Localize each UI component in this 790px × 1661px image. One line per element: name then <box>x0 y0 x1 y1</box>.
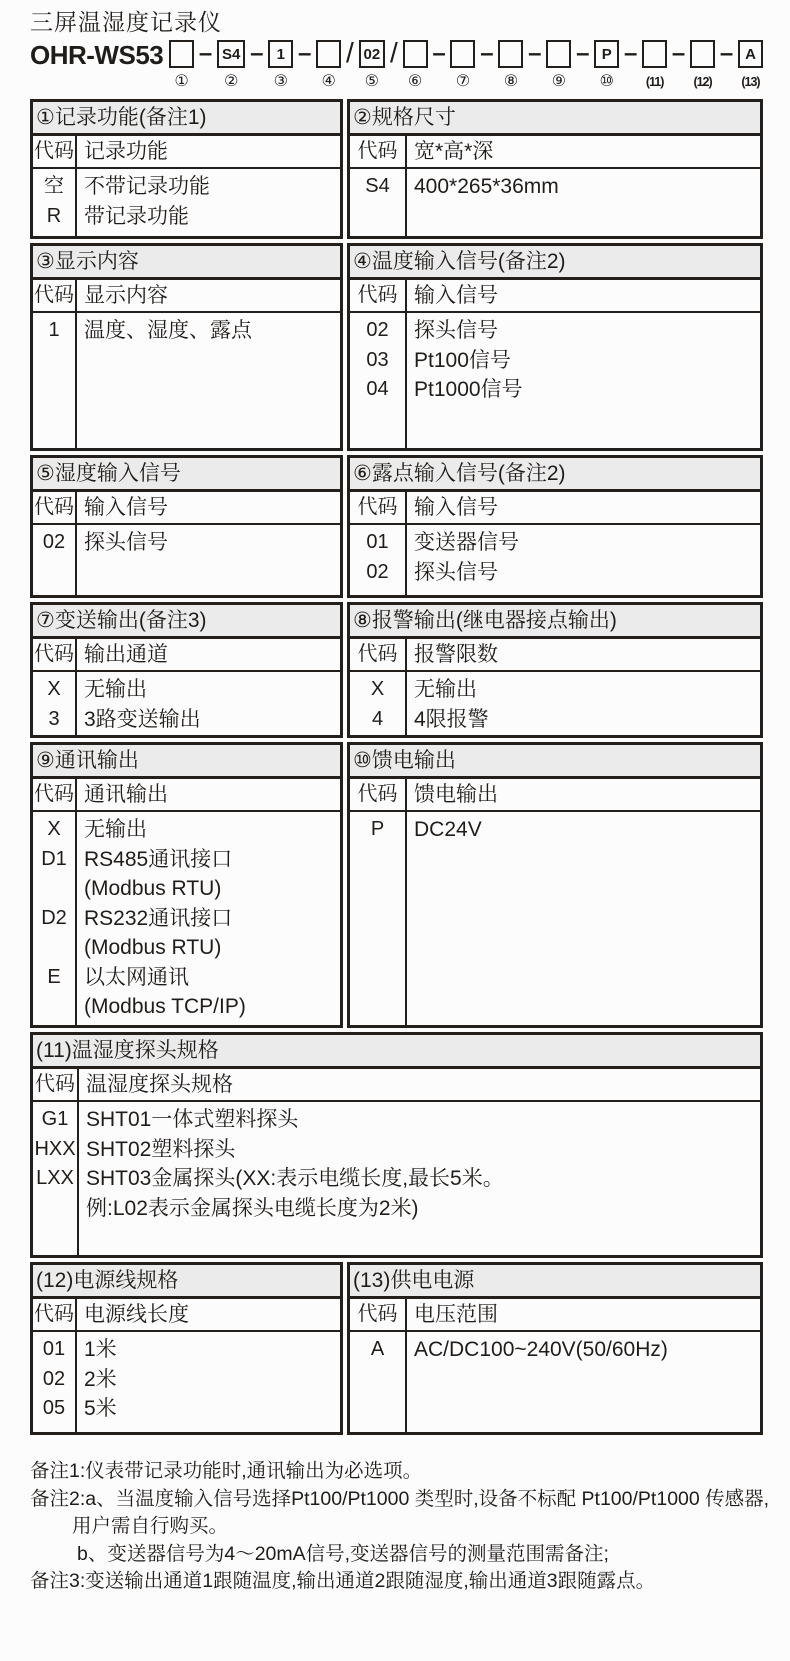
col-header-desc: 宽*高*深 <box>414 140 494 163</box>
table-row <box>33 1332 340 1365</box>
model-position-3 <box>268 40 293 91</box>
desc-line: (Modbus RTU) <box>84 936 222 959</box>
code-box-9 <box>546 40 571 68</box>
col-header-desc: 报警限数 <box>414 643 498 666</box>
table-body-1-record-function <box>33 136 340 236</box>
desc-line: 5米 <box>84 1397 117 1420</box>
position-number-3: ③ <box>273 73 288 90</box>
section-row <box>30 602 763 738</box>
model-separator: – <box>624 40 638 67</box>
col-header-code: 代码 <box>350 639 407 670</box>
cell-desc <box>79 1135 760 1165</box>
table-filler <box>33 1424 340 1433</box>
table-filler <box>33 558 340 596</box>
table-row <box>33 1164 760 1223</box>
model-separator: – <box>198 40 213 67</box>
table-row <box>33 812 340 845</box>
table-body-5-humidity-input <box>33 492 340 595</box>
cell-desc <box>79 1164 760 1223</box>
table-header-row <box>33 1299 340 1332</box>
model-separator: – <box>250 40 264 67</box>
model-separator: – <box>432 40 446 67</box>
cell-desc <box>77 812 340 845</box>
model-separator: – <box>298 40 312 67</box>
desc-line: DC24V <box>414 818 482 841</box>
table-title-1-record-function: ①记录功能(备注1) <box>33 102 340 136</box>
col-header-code: 代码 <box>33 136 77 167</box>
position-number-9: ⑨ <box>551 73 566 90</box>
col-header-desc: 显示内容 <box>84 284 168 307</box>
model-position-9 <box>546 40 571 91</box>
col-header-desc: 电源线长度 <box>84 1303 189 1326</box>
table-6-dewpoint-input <box>347 455 763 598</box>
table-body-6-dewpoint-input <box>350 492 760 595</box>
cell-code: LXX <box>33 1164 79 1223</box>
cell-code: A <box>350 1332 407 1365</box>
desc-line: 400*265*36mm <box>414 175 559 198</box>
table-header-row <box>350 779 760 812</box>
model-position-6 <box>403 40 428 91</box>
desc-line: 带记录功能 <box>84 204 189 228</box>
model-position-8 <box>498 40 523 91</box>
col-header-desc: 馈电输出 <box>414 783 498 806</box>
col-header-code: 代码 <box>33 280 77 311</box>
section-row <box>30 455 763 598</box>
cell-desc <box>77 1332 340 1365</box>
col-header-desc: 输入信号 <box>84 496 168 519</box>
desc-line: 2米 <box>84 1367 117 1391</box>
col-header-code: 代码 <box>350 280 407 311</box>
table-body-8-alarm-output <box>350 639 760 735</box>
code-box-13: A <box>738 40 763 68</box>
table-header-row <box>33 1069 760 1102</box>
desc-line: 3路变送输出 <box>84 707 201 731</box>
position-number-12: (12) <box>693 75 712 89</box>
table-5-humidity-input <box>30 455 343 598</box>
table-row <box>33 1135 760 1165</box>
model-position-1 <box>169 40 194 91</box>
note-line-4: b、变送器信号为4～20mA信号,变送器信号的测量范围需备注; <box>77 1542 609 1565</box>
desc-line: 1米 <box>84 1338 117 1361</box>
table-row <box>350 313 760 346</box>
table-header-row <box>350 136 760 169</box>
table-body-10-feed-output <box>350 779 760 1025</box>
cell-desc <box>77 169 340 202</box>
table-header-row <box>33 492 340 525</box>
table-row <box>350 705 760 735</box>
table-body-9-comm-output <box>33 779 340 1025</box>
model-separator: – <box>576 40 590 67</box>
table-row <box>350 812 760 845</box>
cell-code: 05 <box>33 1394 77 1424</box>
model-position-12 <box>690 40 715 91</box>
col-header-code: 代码 <box>350 779 407 810</box>
code-box-2: S4 <box>217 40 245 68</box>
cell-code: 02 <box>350 313 407 346</box>
cell-desc <box>407 1332 760 1365</box>
note-line-5: 备注3:变送输出通道1跟随温度,输出通道2跟随湿度,输出通道3跟随露点。 <box>30 1570 656 1592</box>
section-row <box>30 1262 763 1435</box>
table-row <box>33 1102 760 1135</box>
position-number-10: ⑩ <box>599 73 614 90</box>
table-title-3-display-content: ③显示内容 <box>33 246 340 280</box>
position-number-1: ① <box>174 73 189 90</box>
table-body-13-power-supply <box>350 1299 760 1432</box>
table-4-temperature-input <box>347 243 763 451</box>
table-row <box>33 904 340 963</box>
position-number-5: ⑤ <box>364 73 380 90</box>
table-10-feed-output <box>347 742 763 1028</box>
table-row <box>33 202 340 232</box>
table-12-power-cord <box>30 1262 343 1435</box>
table-body-11-probe-spec <box>33 1069 760 1255</box>
col-header-desc: 记录功能 <box>84 140 168 163</box>
table-header-row <box>33 136 340 169</box>
table-header-row <box>33 779 340 812</box>
table-filler <box>350 405 760 449</box>
cell-desc <box>79 1102 760 1135</box>
table-row <box>350 375 760 405</box>
table-row <box>33 845 340 904</box>
cell-code: E <box>33 963 77 1022</box>
table-row <box>33 169 340 202</box>
code-box-11 <box>642 40 667 68</box>
col-header-code: 代码 <box>350 1299 407 1330</box>
table-filler <box>33 231 340 236</box>
cell-code: D1 <box>33 845 77 904</box>
table-row <box>33 705 340 735</box>
note-line-2: 备注2:a、当温度输入信号选择Pt100/Pt1000 类型时,设备不标配 Pt100/Pt1000 传感器, <box>30 1487 770 1510</box>
position-number-6: ⑥ <box>407 73 423 90</box>
table-filler <box>33 346 340 449</box>
cell-code: X <box>350 672 407 705</box>
cell-desc <box>407 672 760 705</box>
table-row <box>33 963 340 1022</box>
table-title-4-temperature-input: ④温度输入信号(备注2) <box>350 246 760 280</box>
table-body-7-transmit-output <box>33 639 340 735</box>
cell-code: R <box>33 202 77 232</box>
table-title-10-feed-output: ⑩馈电输出 <box>350 745 760 779</box>
col-header-desc: 输入信号 <box>414 284 498 307</box>
code-box-6 <box>403 40 428 68</box>
model-separator: / <box>389 37 398 68</box>
model-separator: / <box>345 37 354 68</box>
position-number-2: ② <box>223 73 239 90</box>
cell-desc <box>77 313 340 346</box>
col-header-code: 代码 <box>350 136 407 167</box>
table-row <box>350 558 760 588</box>
section-row <box>30 99 763 239</box>
desc-line: RS485通讯接口 <box>84 847 233 871</box>
desc-line: 例:L02表示金属探头电缆长度为2米) <box>86 1196 419 1220</box>
col-header-desc: 温湿度探头规格 <box>86 1073 233 1096</box>
cell-desc <box>77 1394 340 1424</box>
model-position-2 <box>217 40 245 91</box>
desc-line: 温度、湿度、露点 <box>84 319 252 342</box>
cell-desc <box>407 169 760 202</box>
cell-desc <box>407 558 760 588</box>
table-filler <box>350 845 760 1026</box>
table-row <box>33 1394 340 1424</box>
model-separator: – <box>480 40 494 67</box>
position-number-7: ⑦ <box>455 73 471 90</box>
cell-code: X <box>33 672 77 705</box>
doc-title: 三屏温湿度记录仪 <box>30 9 222 35</box>
table-row <box>33 672 340 705</box>
desc-line: 探头信号 <box>84 531 168 554</box>
table-header-row <box>350 280 760 313</box>
cell-desc <box>77 525 340 558</box>
cell-desc <box>407 375 760 405</box>
code-box-10: P <box>594 40 619 68</box>
desc-line: SHT02塑料探头 <box>86 1137 236 1161</box>
table-filler <box>350 734 760 735</box>
desc-line: (Modbus RTU) <box>84 877 222 900</box>
cell-code: S4 <box>350 169 407 202</box>
section-row <box>30 243 763 451</box>
table-title-12-power-cord: (12)电源线规格 <box>33 1265 340 1299</box>
col-header-code: 代码 <box>33 639 77 670</box>
cell-desc <box>407 705 760 735</box>
table-11-probe-spec <box>30 1032 763 1258</box>
desc-line: 4限报警 <box>414 707 489 731</box>
table-title-9-comm-output: ⑨通讯输出 <box>33 745 340 779</box>
table-title-5-humidity-input: ⑤湿度输入信号 <box>33 458 340 492</box>
table-row <box>350 672 760 705</box>
cell-code: 1 <box>33 313 77 346</box>
table-header-row <box>33 280 340 313</box>
cell-desc <box>77 845 340 904</box>
table-filler <box>33 1223 760 1255</box>
table-body-12-power-cord <box>33 1299 340 1432</box>
cell-desc <box>77 963 340 1022</box>
note-line-1: 备注1:仪表带记录功能时,通讯输出为必选项。 <box>30 1460 423 1482</box>
position-number-13: (13) <box>741 75 760 89</box>
model-separator: – <box>671 40 686 67</box>
col-header-code: 代码 <box>33 1069 79 1100</box>
position-number-8: ⑧ <box>503 73 519 90</box>
table-row <box>350 169 760 202</box>
notes <box>30 1458 770 1596</box>
table-row <box>33 313 340 346</box>
table-filler <box>350 1365 760 1433</box>
table-header-row <box>350 1299 760 1332</box>
cell-code: D2 <box>33 904 77 963</box>
cell-code: 3 <box>33 705 77 735</box>
table-filler <box>350 587 760 595</box>
cell-desc <box>77 672 340 705</box>
cell-code: P <box>350 812 407 845</box>
col-header-desc: 输出通道 <box>84 643 168 666</box>
model-code-line <box>30 37 763 91</box>
model-prefix: OHR-WS53 <box>30 40 164 70</box>
section-row <box>30 1032 763 1258</box>
cell-code: 03 <box>350 346 407 376</box>
desc-line: Pt100信号 <box>414 348 511 372</box>
table-header-row <box>350 639 760 672</box>
code-box-4 <box>316 40 341 68</box>
note-line-3: 用户需自行购买。 <box>72 1515 229 1537</box>
col-header-code: 代码 <box>33 779 77 810</box>
table-row <box>33 1365 340 1395</box>
table-8-alarm-output <box>347 602 763 738</box>
cell-desc <box>407 313 760 346</box>
desc-line: SHT01一体式塑料探头 <box>86 1108 299 1131</box>
table-7-transmit-output <box>30 602 343 738</box>
table-body-2-size <box>350 136 760 236</box>
cell-code: X <box>33 812 77 845</box>
model-position-7 <box>450 40 475 91</box>
code-box-3: 1 <box>268 40 293 68</box>
table-filler <box>350 202 760 237</box>
table-9-comm-output <box>30 742 343 1028</box>
cell-desc <box>407 812 760 845</box>
code-box-12 <box>690 40 715 68</box>
code-box-1 <box>169 40 194 68</box>
desc-line: SHT03金属探头(XX:表示电缆长度,最长5米。 <box>86 1167 504 1190</box>
cell-code: 02 <box>33 525 77 558</box>
desc-line: 探头信号 <box>414 319 498 342</box>
desc-line: 不带记录功能 <box>84 175 210 198</box>
table-row <box>350 346 760 376</box>
cell-code: 空 <box>33 169 77 202</box>
col-header-desc: 输入信号 <box>414 496 498 519</box>
desc-line: 无输出 <box>84 678 147 701</box>
table-title-6-dewpoint-input: ⑥露点输入信号(备注2) <box>350 458 760 492</box>
table-body-4-temperature-input <box>350 280 760 448</box>
cell-code: 4 <box>350 705 407 735</box>
col-header-code: 代码 <box>350 492 407 523</box>
table-header-row <box>350 492 760 525</box>
cell-code: 01 <box>350 525 407 558</box>
cell-desc <box>407 346 760 376</box>
code-box-8 <box>498 40 523 68</box>
desc-line: Pt1000信号 <box>414 378 523 401</box>
model-separator: – <box>719 40 734 67</box>
desc-line: 无输出 <box>84 818 147 841</box>
col-header-code: 代码 <box>33 492 77 523</box>
table-row <box>350 525 760 558</box>
cell-code: 02 <box>33 1365 77 1395</box>
model-separator: – <box>528 40 542 67</box>
cell-code: HXX <box>33 1135 79 1165</box>
desc-line: (Modbus TCP/IP) <box>84 995 246 1018</box>
table-filler <box>33 734 340 735</box>
code-box-5: 02 <box>359 40 386 68</box>
table-header-row <box>33 639 340 672</box>
desc-line: AC/DC100~240V(50/60Hz) <box>414 1338 668 1361</box>
desc-line: RS232通讯接口 <box>84 906 233 930</box>
table-row <box>33 525 340 558</box>
code-box-7 <box>450 40 475 68</box>
col-header-desc: 电压范围 <box>414 1303 498 1326</box>
cell-desc <box>77 904 340 963</box>
cell-code: 04 <box>350 375 407 405</box>
model-position-13 <box>738 40 763 91</box>
table-title-13-power-supply: (13)供电电源 <box>350 1265 760 1299</box>
table-13-power-supply <box>347 1262 763 1435</box>
cell-code: 01 <box>33 1332 77 1365</box>
cell-desc <box>77 202 340 232</box>
table-filler <box>33 1022 340 1026</box>
position-number-11: (11) <box>645 75 664 89</box>
cell-desc <box>77 1365 340 1395</box>
table-title-11-probe-spec: (11)温湿度探头规格 <box>33 1035 760 1069</box>
model-position-10 <box>594 40 619 91</box>
cell-code: G1 <box>33 1102 79 1135</box>
col-header-code: 代码 <box>33 1299 77 1330</box>
model-position-11 <box>642 40 667 91</box>
cell-code: 02 <box>350 558 407 588</box>
model-position-4 <box>316 40 341 91</box>
table-body-3-display-content <box>33 280 340 448</box>
cell-desc <box>407 525 760 558</box>
table-2-size <box>347 99 763 239</box>
col-header-desc: 通讯输出 <box>84 783 168 806</box>
cell-desc <box>77 705 340 735</box>
table-title-8-alarm-output: ⑧报警输出(继电器接点输出) <box>350 605 760 639</box>
section-row <box>30 742 763 1028</box>
table-3-display-content <box>30 243 343 451</box>
table-1-record-function <box>30 99 343 239</box>
desc-line: 变送器信号 <box>414 531 519 554</box>
desc-line: 探头信号 <box>414 560 498 584</box>
model-position-5 <box>359 40 386 91</box>
table-title-7-transmit-output: ⑦变送输出(备注3) <box>33 605 340 639</box>
desc-line: 以太网通讯 <box>84 965 189 989</box>
table-row <box>350 1332 760 1365</box>
sections <box>30 99 763 1435</box>
position-number-4: ④ <box>321 73 336 90</box>
table-title-2-size: ②规格尺寸 <box>350 102 760 136</box>
desc-line: 无输出 <box>414 678 477 701</box>
